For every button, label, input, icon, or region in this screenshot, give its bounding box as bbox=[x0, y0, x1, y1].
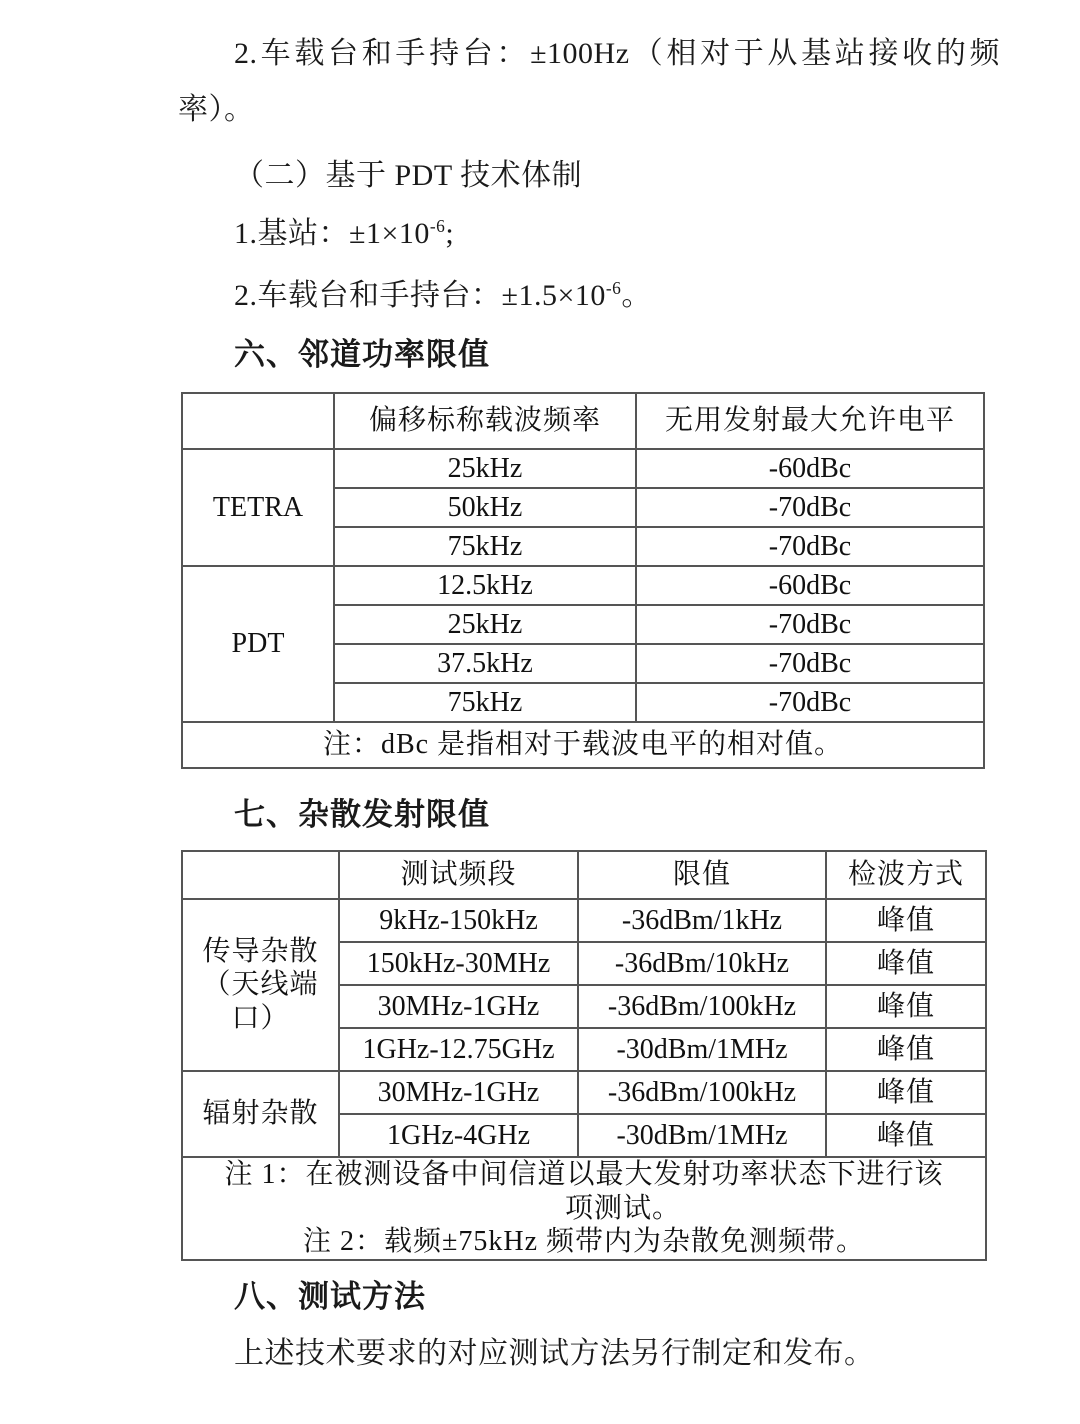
group-label-line: 口） bbox=[231, 1002, 290, 1034]
mobile-pdt-exponent: -6 bbox=[605, 278, 622, 298]
cell-offset: 75kHz bbox=[334, 683, 636, 722]
cell-limit: -70dBc bbox=[636, 527, 984, 566]
cell-detector: 峰值 bbox=[826, 1114, 986, 1157]
paragraph-block-base-station bbox=[0, 206, 1080, 262]
cell-band: 1GHz-12.75GHz bbox=[339, 1028, 578, 1071]
group-label-line: 传导杂散 bbox=[202, 935, 319, 967]
paragraph-block-pdt-system bbox=[0, 148, 1080, 204]
mobile-pdt-suffix: 。 bbox=[621, 279, 652, 312]
cell-band: 150kHz-30MHz bbox=[339, 942, 578, 985]
table-adjacent-power-wrapper bbox=[181, 392, 985, 769]
table-adjacent-power bbox=[181, 392, 985, 769]
cell-band: 30MHz-1GHz bbox=[339, 1071, 578, 1114]
table-row-note bbox=[182, 1157, 986, 1260]
paragraph-vehicle-handheld-tetra: 2.车载台和手持台：±100Hz（相对于从基站接收的频率）。 bbox=[178, 37, 1000, 126]
table-row-note bbox=[182, 722, 984, 768]
section-heading-seven: 七、杂散发射限值 bbox=[234, 797, 490, 832]
cell-detector: 峰值 bbox=[826, 1071, 986, 1114]
cell-limit: -30dBm/1MHz bbox=[578, 1028, 826, 1071]
paragraph-block-test-method bbox=[0, 1326, 1080, 1382]
table-note-dbc: 注：dBc 是指相对于载波电平的相对值。 bbox=[182, 722, 984, 768]
table-row bbox=[182, 899, 986, 942]
base-station-text: 1.基站：±1×10 bbox=[234, 217, 430, 250]
note-1-line-2: 项测试。 bbox=[564, 1192, 681, 1224]
base-station-exponent: -6 bbox=[429, 216, 446, 236]
cell-limit: -30dBm/1MHz bbox=[578, 1114, 826, 1157]
table-row bbox=[182, 566, 984, 605]
header-cell-test-band: 测试频段 bbox=[339, 851, 578, 899]
header-cell-offset-frequency: 偏移标称载波频率 bbox=[334, 393, 636, 449]
table-spurious-emission-wrapper bbox=[181, 850, 987, 1261]
cell-limit: -36dBm/10kHz bbox=[578, 942, 826, 985]
cell-limit: -70dBc bbox=[636, 605, 984, 644]
group-label-pdt: PDT bbox=[182, 566, 334, 722]
cell-band: 9kHz-150kHz bbox=[339, 899, 578, 942]
section-heading-six: 六、邻道功率限值 bbox=[234, 337, 490, 372]
section-heading-block-six bbox=[0, 330, 1080, 380]
header-cell-limit: 限值 bbox=[578, 851, 826, 899]
group-label-tetra: TETRA bbox=[182, 449, 334, 566]
note-1-line-1: 注 1：在被测设备中间信道以最大发射功率状态下进行该 bbox=[224, 1159, 944, 1190]
cell-limit: -36dBm/1kHz bbox=[578, 899, 826, 942]
section-heading-block-seven bbox=[0, 790, 1080, 840]
paragraph-base-station-pdt bbox=[0, 206, 1080, 262]
note-2: 注 2：载频±75kHz 频带内为杂散免测频带。 bbox=[302, 1226, 866, 1258]
table-notes-spurious bbox=[182, 1157, 986, 1260]
section-heading-eight: 八、测试方法 bbox=[234, 1279, 426, 1314]
cell-limit: -70dBc bbox=[636, 683, 984, 722]
table-row bbox=[182, 449, 984, 488]
paragraph-block-vehicle-handheld bbox=[0, 26, 1080, 138]
cell-limit: -70dBc bbox=[636, 488, 984, 527]
cell-limit: -36dBm/100kHz bbox=[578, 1071, 826, 1114]
cell-detector: 峰值 bbox=[826, 985, 986, 1028]
cell-offset: 75kHz bbox=[334, 527, 636, 566]
section-heading-block-eight bbox=[0, 1272, 1080, 1322]
base-station-suffix: ; bbox=[445, 217, 455, 250]
cell-offset: 37.5kHz bbox=[334, 644, 636, 683]
cell-detector: 峰值 bbox=[826, 899, 986, 942]
mobile-pdt-text: 2.车载台和手持台：±1.5×10 bbox=[234, 279, 606, 312]
paragraph-block-mobile-pdt bbox=[0, 268, 1080, 324]
header-cell-detector: 检波方式 bbox=[826, 851, 986, 899]
cell-band: 1GHz-4GHz bbox=[339, 1114, 578, 1157]
cell-limit: -70dBc bbox=[636, 644, 984, 683]
cell-detector: 峰值 bbox=[826, 1028, 986, 1071]
cell-offset: 25kHz bbox=[334, 605, 636, 644]
cell-limit: -60dBc bbox=[636, 566, 984, 605]
header-cell-blank bbox=[182, 393, 334, 449]
table-spurious-emission bbox=[181, 850, 987, 1261]
group-label-line: （天线端 bbox=[202, 969, 319, 1001]
cell-offset: 50kHz bbox=[334, 488, 636, 527]
table-row-header bbox=[182, 851, 986, 899]
group-label-radiated-spurious: 辐射杂散 bbox=[182, 1071, 339, 1157]
paragraph-test-method-body: 上述技术要求的对应测试方法另行制定和发布。 bbox=[234, 1337, 875, 1370]
table-row bbox=[182, 1071, 986, 1114]
cell-offset: 12.5kHz bbox=[334, 566, 636, 605]
header-cell-max-allowed-level: 无用发射最大允许电平 bbox=[636, 393, 984, 449]
cell-detector: 峰值 bbox=[826, 942, 986, 985]
paragraph-mobile-handheld-pdt bbox=[0, 268, 1080, 324]
cell-band: 30MHz-1GHz bbox=[339, 985, 578, 1028]
group-label-conducted-spurious bbox=[182, 899, 339, 1071]
header-cell-blank bbox=[182, 851, 339, 899]
cell-offset: 25kHz bbox=[334, 449, 636, 488]
paragraph-pdt-system-heading: （二）基于 PDT 技术体制 bbox=[234, 159, 583, 192]
cell-limit: -36dBm/100kHz bbox=[578, 985, 826, 1028]
cell-limit: -60dBc bbox=[636, 449, 984, 488]
table-row-header bbox=[182, 393, 984, 449]
